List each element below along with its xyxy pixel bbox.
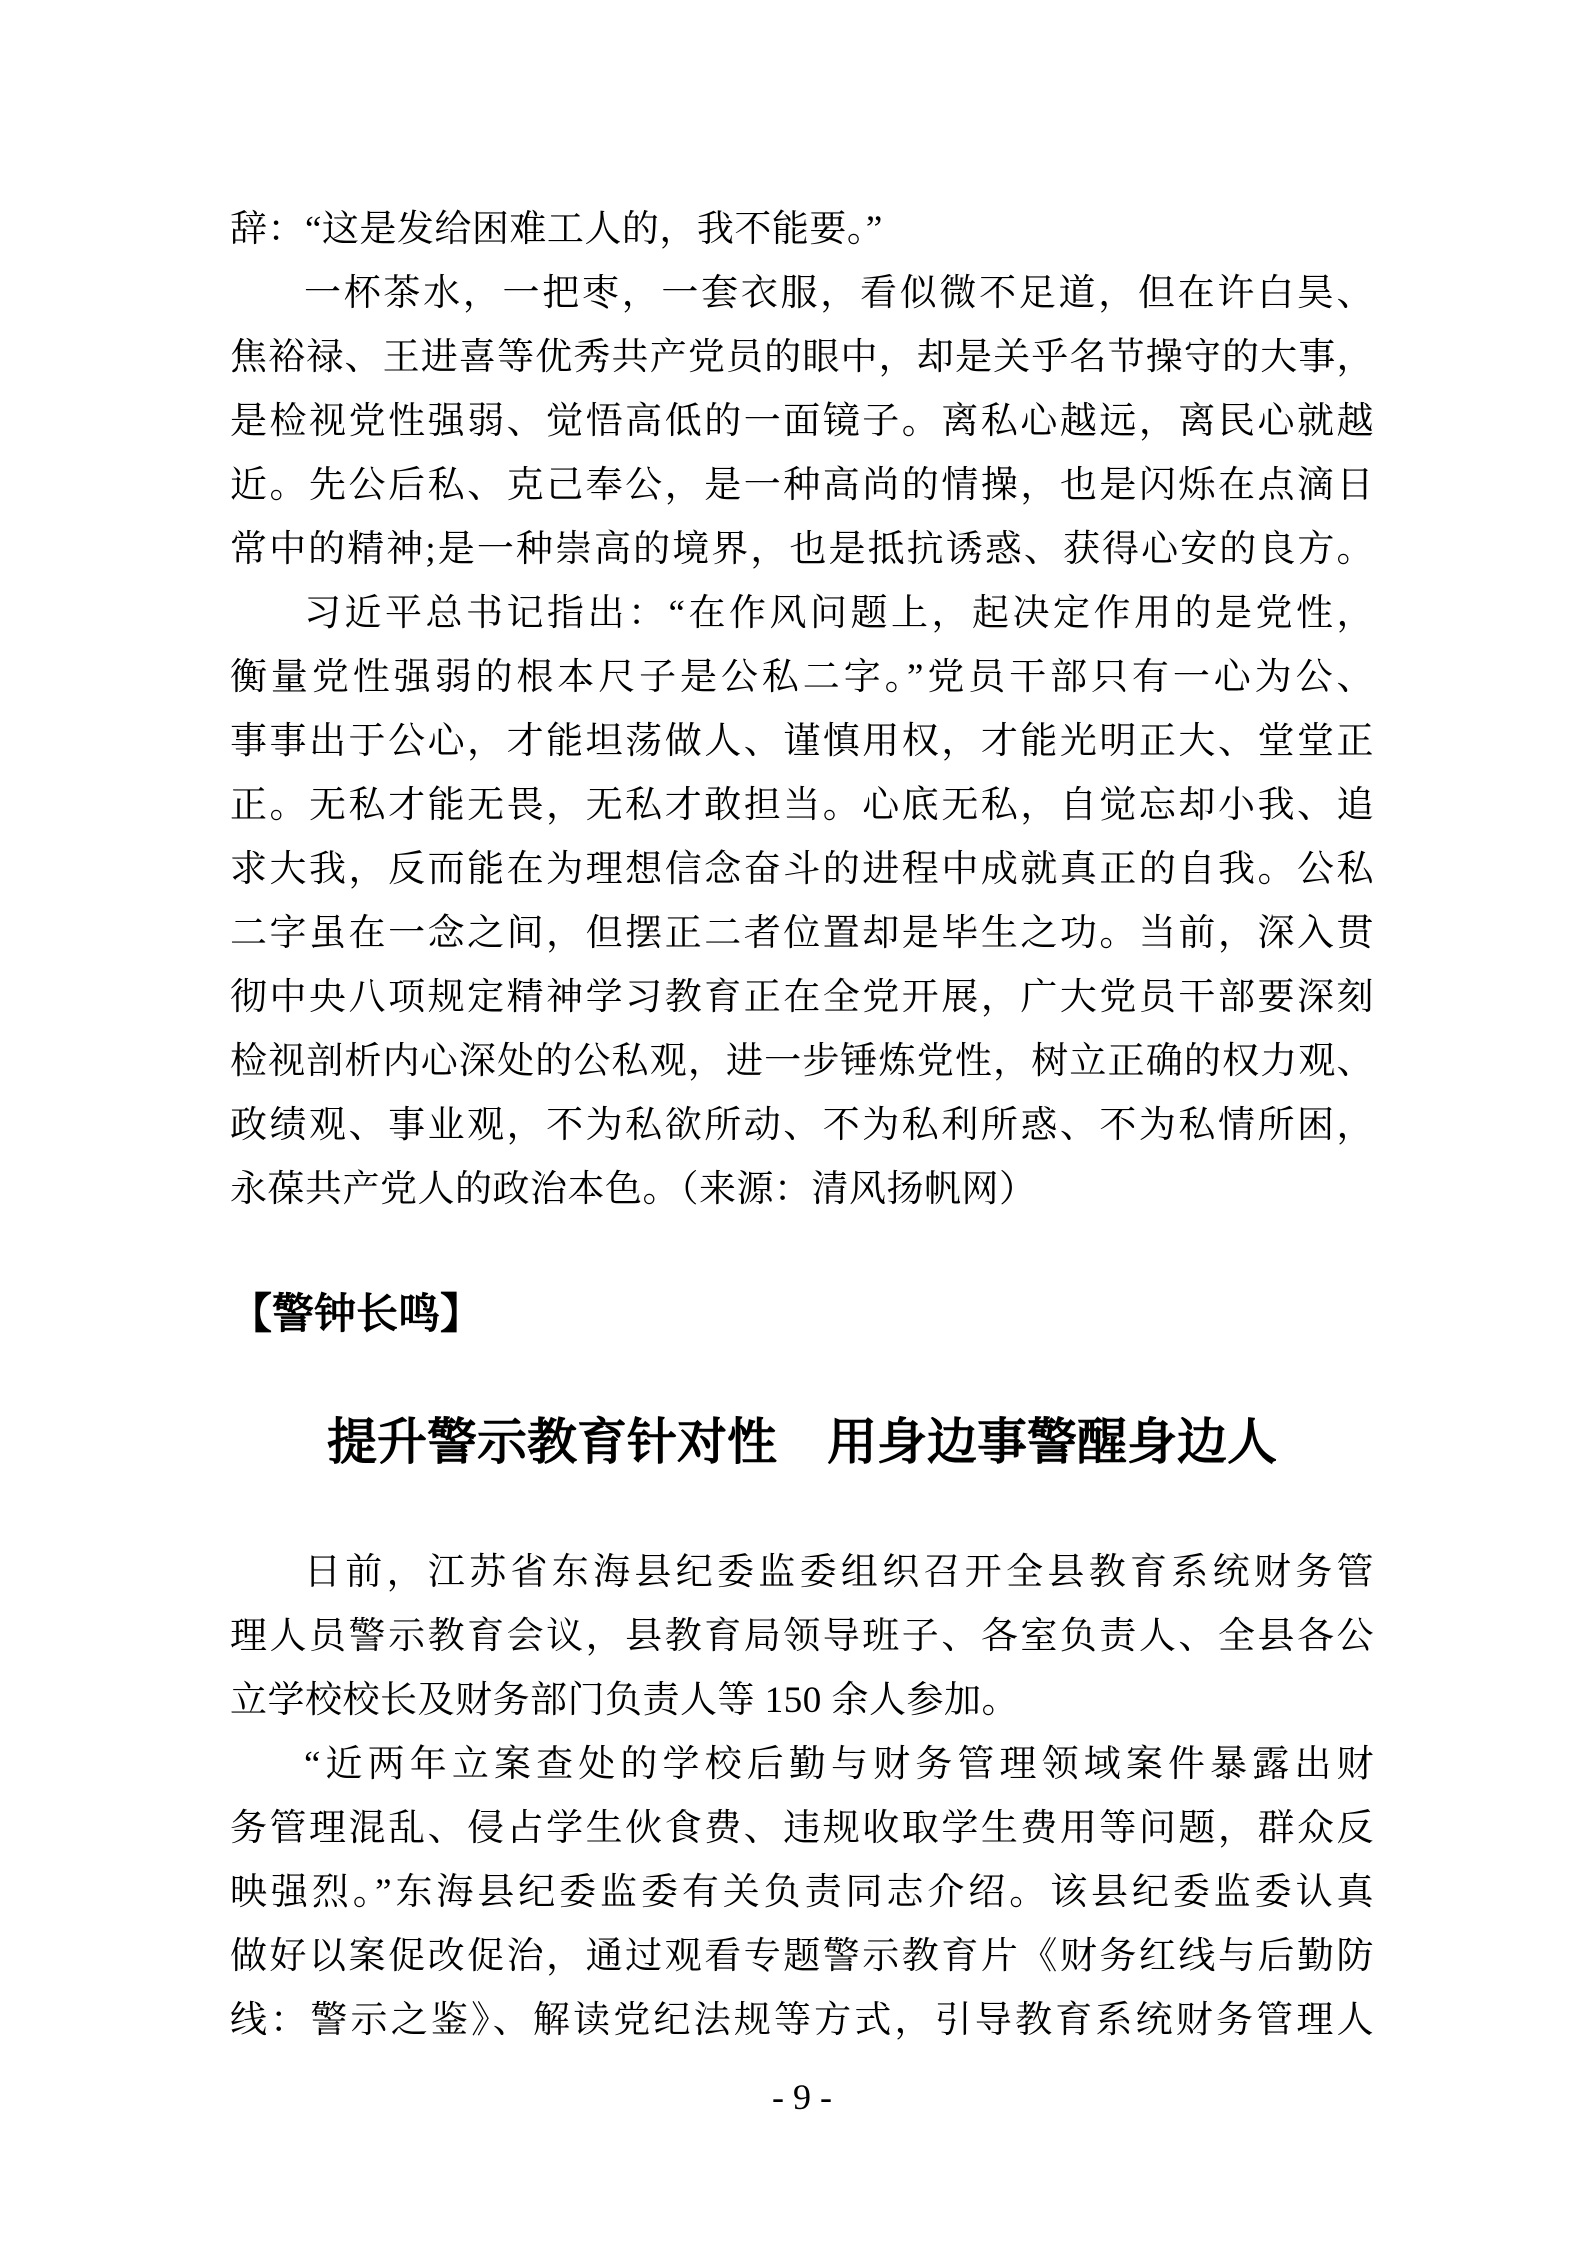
text-line: 二字虽在一念之间，但摆正二者位置却是毕生之功。当前，深入贯 xyxy=(230,913,1374,954)
text-line: 正。无私才能无畏，无私才敢担当。心底无私，自觉忘却小我、追 xyxy=(230,785,1374,826)
text-line: 日前，江苏省东海县纪委监委组织召开全县教育系统财务管 xyxy=(304,1552,1374,1593)
page-number: - 9 - xyxy=(772,2077,832,2117)
text-line: 政绩观、事业观，不为私欲所动、不为私利所惑、不为私情所困， xyxy=(230,1105,1374,1146)
text-line: “近两年立案查处的学校后勤与财务管理领域案件暴露出财 xyxy=(304,1744,1374,1785)
text-line: 近。先公后私、克己奉公，是一种高尚的情操，也是闪烁在点滴日 xyxy=(230,465,1374,506)
text-line: 事事出于公心，才能坦荡做人、谨慎用权，才能光明正大、堂堂正 xyxy=(230,721,1374,762)
text-line: 一杯茶水，一把枣，一套衣服，看似微不足道，但在许白昊、 xyxy=(304,273,1374,314)
text-line: 映强烈。”东海县纪委监委有关负责同志介绍。该县纪委监委认真 xyxy=(230,1872,1374,1913)
text-line: 衡量党性强弱的根本尺子是公私二字。”党员干部只有一心为公、 xyxy=(230,657,1374,698)
body-paragraphs-first-section xyxy=(230,198,1374,1222)
text-line: 理人员警示教育会议，县教育局领导班子、各室负责人、全县各公 xyxy=(230,1616,1374,1657)
text-line: 检视剖析内心深处的公私观，进一步锤炼党性，树立正确的权力观、 xyxy=(230,1041,1374,1082)
text-line: 辞：“这是发给困难工人的，我不能要。” xyxy=(230,209,883,250)
text-line: 做好以案促改促治，通过观看专题警示教育片《财务红线与后勤防 xyxy=(230,1936,1374,1977)
text-line: 焦裕禄、王进喜等优秀共产党员的眼中，却是关乎名节操守的大事， xyxy=(230,337,1374,378)
body-paragraphs-second-section xyxy=(230,1541,1374,2053)
text-line: 习近平总书记指出：“在作风问题上，起决定作用的是党性， xyxy=(304,593,1374,634)
text-line: 永葆共产党人的政治本色。（来源：清风扬帆网） xyxy=(230,1169,1037,1210)
text-line: 彻中央八项规定精神学习教育正在全党开展，广大党员干部要深刻 xyxy=(230,977,1374,1018)
text-line: 常中的精神;是一种崇高的境界，也是抵抗诱惑、获得心安的良方。 xyxy=(230,529,1374,570)
section-header: 【警钟长鸣】 xyxy=(230,1290,483,1337)
article-title: 提升警示教育针对性 用身边事警醒身边人 xyxy=(327,1414,1277,1470)
text-line: 是检视党性强弱、觉悟高低的一面镜子。离私心越远，离民心就越 xyxy=(230,401,1374,442)
text-line: 立学校校长及财务部门负责人等 150 余人参加。 xyxy=(230,1680,1019,1721)
text-line: 求大我，反而能在为理想信念奋斗的进程中成就真正的自我。公私 xyxy=(230,849,1374,890)
text-line: 务管理混乱、侵占学生伙食费、违规收取学生费用等问题，群众反 xyxy=(230,1808,1374,1849)
text-line: 线：警示之鉴》、解读党纪法规等方式，引导教育系统财务管理人 xyxy=(230,2000,1374,2041)
